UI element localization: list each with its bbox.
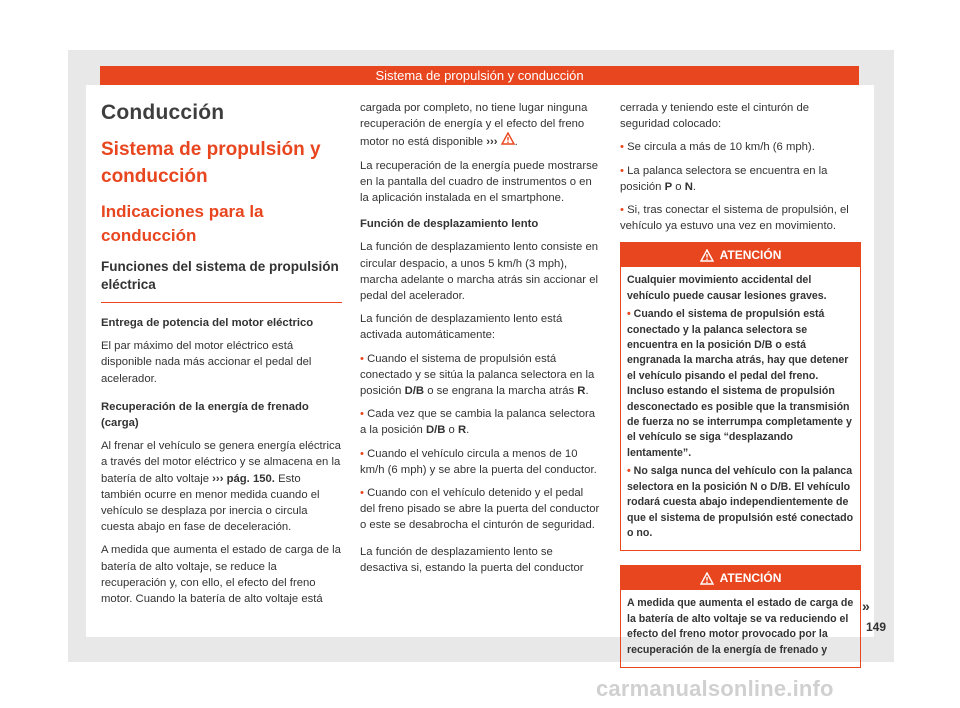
warning-title: ATENCIÓN (719, 248, 782, 263)
list-item: • Cuando el sistema de propulsión está conectado y se sitúa la palanca selectora en la posición D/B o se engrana la marcha atrás R. (360, 352, 595, 398)
list-item: • Cada vez que se cambia la palanca selectora a la posición D/B o R. (360, 408, 596, 437)
section-title: Sistema de propulsión y conducción (101, 139, 321, 187)
regeneration-continued: cargada por completo, no tiene lugar ninguna recuperación de energía y el efecto del freno motor no está disponible ››› . (360, 102, 588, 149)
regeneration-display-text: La recuperación de la energía puede mostrarse en la pantalla del cuadro de instrumentos o en la aplicación instalada en el smartphone. (360, 159, 599, 205)
warning-box (620, 242, 861, 551)
page-number: 149 (866, 620, 887, 634)
chapter-title: Conducción (101, 101, 225, 124)
page-reference-link[interactable]: ››› pág. 150. (212, 472, 275, 485)
regeneration-text-2: A medida que aumenta el estado de carga de la batería de alto voltaje, se reduce la recuperación y, con ello, el efecto del freno motor. Cuando la batería de alto voltaje está (101, 544, 341, 606)
warning-text: Cualquier movimiento accidental del vehículo puede causar lesiones graves. (627, 274, 827, 302)
continue-marker: » (862, 598, 870, 614)
subsection-title: Indicaciones para la conducción (101, 202, 264, 245)
power-delivery-heading: Entrega de potencia del motor eléctrico (101, 317, 314, 329)
list-item: • Cuando el sistema de propulsión está conectado y la palanca selectora se encuentra en la posición D/B o está engranada la marcha atrás, hay que detener el vehículo pisando el pedal del freno. Incluso estando el sistema de propulsión desconectado es posible que la transmisión de fuerza no se interrumpa completamente y el vehículo se siga “desplazando lentamente”. (627, 308, 852, 459)
warning-body (621, 590, 860, 667)
warning-text: A medida que aumenta el estado de carga de la batería de alto voltaje se va reduciendo el efecto del freno motor provocado por la recuperación de la energía de frenado y (627, 597, 854, 656)
column-left (101, 100, 342, 614)
power-delivery-text: El par máximo del motor eléctrico está disponible nada más accionar el pedal del acelerador. (101, 340, 312, 385)
list-item: • Se circula a más de 10 km/h (6 mph). (620, 141, 815, 154)
list-item: • No salga nunca del vehículo con la palanca selectora en la posición N o D/B. El vehículo rodará cuesta abajo independientemente de que el sistema de propulsión esté conectado o no. (627, 465, 854, 539)
warning-triangle-icon (501, 132, 515, 145)
creep-deactivation-continued: cerrada y teniendo este el cinturón de seguridad colocado: (620, 102, 810, 131)
creep-activation-intro: La función de desplazamiento lento está activada automáticamente: (360, 313, 563, 342)
creep-description: La función de desplazamiento lento consiste en circular despacio, a unos 5 km/h (3 mph), marcha adelante o marcha atrás sin accionar el pedal del acelerador. (360, 241, 599, 303)
creep-heading: Función de desplazamiento lento (360, 218, 539, 231)
warning-triangle-icon (700, 572, 714, 585)
warning-body (621, 267, 860, 550)
warning-title: ATENCIÓN (719, 571, 782, 586)
regeneration-text: Al frenar el vehículo se genera energía eléctrica a través del motor eléctrico y se almacena en la batería de alto voltaje ››› pág. 150. Esto también ocurre en menor medida cuando el vehículo se desplaza por inercia o circula cuesta abajo en fase de deceleración. (101, 440, 341, 534)
regeneration-heading: Recuperación de la energía de frenado (carga) (101, 400, 309, 430)
watermark: carmanualsonline.info (596, 676, 834, 701)
warning-header (621, 566, 860, 590)
warning-box-2 (620, 565, 861, 668)
creep-deactivation-text: La función de desplazamiento lento se desactiva si, estando la puerta del conductor (360, 545, 584, 574)
warning-header (621, 243, 860, 267)
topic-title: Funciones del sistema de propulsión eléctrica (101, 258, 342, 303)
list-item: • La palanca selectora se encuentra en la posición P o N. (620, 164, 828, 193)
section-header-bar: Sistema de propulsión y conducción (100, 66, 859, 85)
warning-triangle-icon (700, 249, 714, 262)
column-middle (360, 100, 601, 583)
list-item: • Si, tras conectar el sistema de propulsión, el vehículo ya estuvo una vez en movimiento. (620, 204, 849, 233)
column-right (620, 100, 861, 668)
warning-reference-link[interactable]: ››› (486, 136, 498, 149)
list-item: • Cuando con el vehículo detenido y el pedal del freno pisado se abre la puerta del conductor o este se desabrocha el cinturón de seguridad. (360, 487, 600, 532)
list-item: • Cuando el vehículo circula a menos de 10 km/h (6 mph) y se abre la puerta del conductor. (360, 447, 597, 476)
